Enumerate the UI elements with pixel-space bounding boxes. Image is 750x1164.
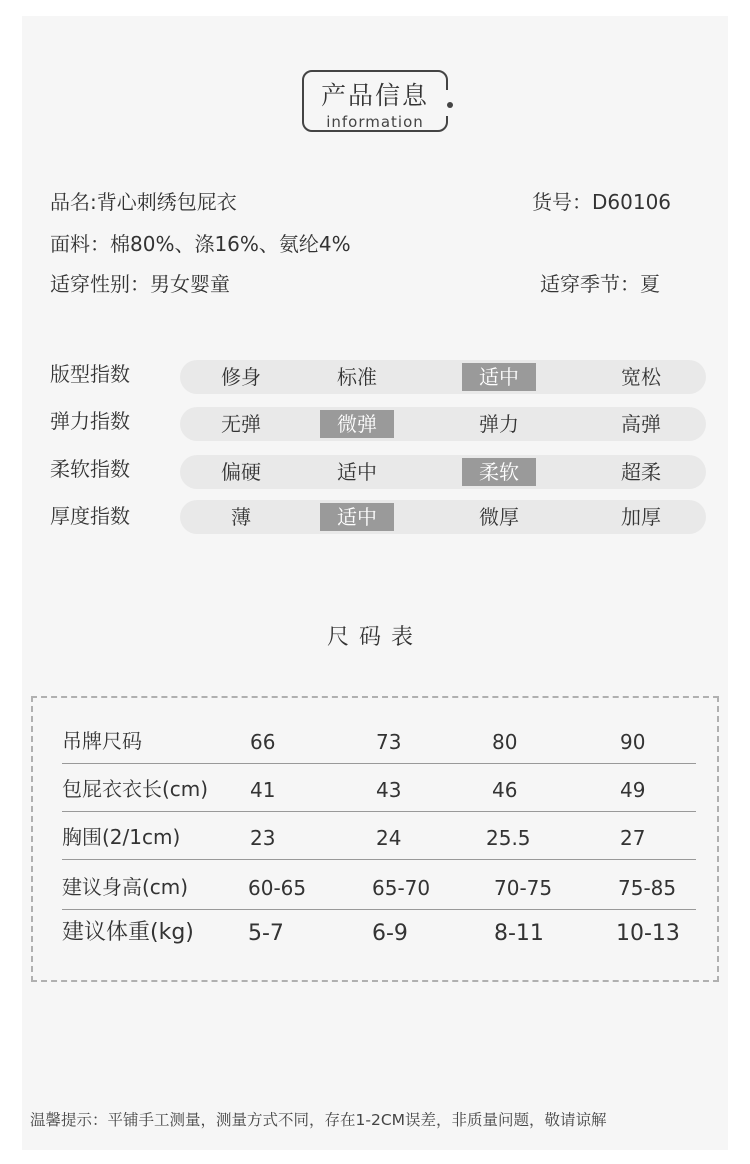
table-row <box>62 764 696 812</box>
index-option: 修身 <box>221 365 261 389</box>
index-track <box>180 455 706 489</box>
row-divider <box>62 859 696 860</box>
badge-dot <box>447 102 453 108</box>
index-track <box>180 360 706 394</box>
index-label: 弹力指数 <box>50 409 130 433</box>
product-name: 品名:背心刺绣包屁衣 <box>50 190 237 214</box>
table-cell: 49 <box>620 778 646 802</box>
table-row <box>62 862 696 910</box>
table-cell: 5-7 <box>248 921 284 946</box>
table-cell: 24 <box>376 826 402 850</box>
index-label: 柔软指数 <box>50 457 130 481</box>
table-cell: 60-65 <box>248 876 307 900</box>
index-option: 超柔 <box>621 460 661 484</box>
table-cell: 75-85 <box>618 876 677 900</box>
index-label: 厚度指数 <box>50 504 130 528</box>
table-cell: 80 <box>492 730 518 754</box>
index-option-selected: 微弹 <box>320 410 394 438</box>
index-option: 加厚 <box>621 505 661 529</box>
table-row <box>62 812 696 860</box>
index-option: 无弹 <box>221 412 261 436</box>
size-table-title: 尺码表 <box>326 625 423 650</box>
badge-subtitle: information <box>326 113 424 131</box>
table-cell: 65-70 <box>372 876 431 900</box>
table-cell: 70-75 <box>494 876 553 900</box>
index-option: 适中 <box>337 460 377 484</box>
table-cell: 6-9 <box>372 921 408 946</box>
section-badge <box>302 70 448 132</box>
index-option: 薄 <box>231 505 251 529</box>
index-track <box>180 500 706 534</box>
row-header: 吊牌尺码 <box>62 729 142 753</box>
table-cell: 41 <box>250 778 276 802</box>
table-cell: 25.5 <box>486 826 531 850</box>
index-option: 微厚 <box>479 505 519 529</box>
product-sku: 货号：D60106 <box>532 190 672 214</box>
table-cell: 46 <box>492 778 518 802</box>
row-header: 建议身高(cm) <box>62 875 189 899</box>
index-label: 版型指数 <box>50 362 130 386</box>
table-cell: 66 <box>250 730 276 754</box>
table-cell: 10-13 <box>616 921 680 946</box>
table-cell: 27 <box>620 826 646 850</box>
product-gender: 适穿性别：男女婴童 <box>50 272 230 296</box>
index-option: 高弹 <box>621 412 661 436</box>
index-option-selected: 柔软 <box>462 458 536 486</box>
index-option-selected: 适中 <box>462 363 536 391</box>
table-cell: 23 <box>250 826 276 850</box>
index-option: 宽松 <box>621 365 661 389</box>
product-season: 适穿季节：夏 <box>540 272 660 296</box>
table-row <box>62 716 696 764</box>
index-track <box>180 407 706 441</box>
index-option-selected: 适中 <box>320 503 394 531</box>
table-row <box>62 908 696 956</box>
index-option: 偏硬 <box>221 460 261 484</box>
row-header: 建议体重(kg) <box>62 920 194 945</box>
index-option: 弹力 <box>479 412 519 436</box>
footer-note: 温馨提示：平铺手工测量，测量方式不同，存在1-2CM误差，非质量问题，敬请谅解 <box>30 1111 607 1129</box>
badge-title: 产品信息 <box>320 81 429 110</box>
table-cell: 90 <box>620 730 646 754</box>
index-option: 标准 <box>337 365 377 389</box>
table-cell: 73 <box>376 730 402 754</box>
row-header: 胸围(2/1cm) <box>62 825 181 849</box>
table-cell: 43 <box>376 778 402 802</box>
row-header: 包屁衣衣长(cm) <box>62 777 209 801</box>
product-fabric: 面料：棉80%、涤16%、氨纶4% <box>50 232 351 256</box>
table-cell: 8-11 <box>494 921 544 946</box>
